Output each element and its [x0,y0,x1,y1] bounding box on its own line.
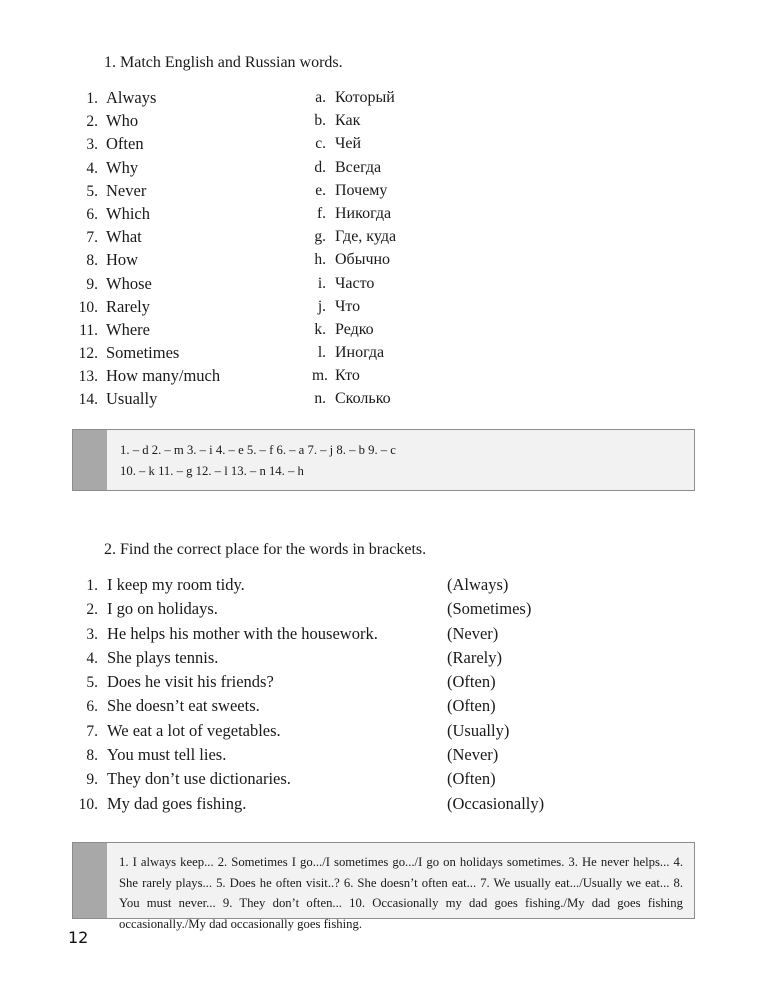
sentence-text: Does he visit his friends? [107,672,274,692]
list-item-marker: 4. [86,649,98,667]
list-item [72,86,322,109]
list-item-label: What [106,227,142,247]
list-item-marker: 5. [86,674,98,692]
english-word-list [72,86,322,411]
sentence-text: They don’t use dictionaries. [107,769,291,789]
list-item-label: Where [106,319,150,339]
list-item [72,670,692,694]
list-item-label: Whose [106,273,152,293]
list-item-label: Редко [335,320,374,338]
sentence-text: I keep my room tidy. [107,575,245,594]
list-item [72,646,692,670]
answer-key-exercise-2 [72,842,695,931]
sentence-text: He helps his mother with the housework. [107,623,378,643]
list-item [312,202,572,225]
bracket-word: (Occasionally) [447,793,545,813]
list-item-label: Rarely [106,296,150,316]
list-item-label: Sometimes [106,343,180,363]
list-item-marker: 8. [86,747,98,765]
exercise-2-heading: 2. Find the correct place for the words in brackets. [104,541,427,558]
list-item [72,387,322,410]
list-item-marker: 4. [86,159,98,177]
list-item-marker: 7. [86,722,98,740]
list-item-marker: e. [315,181,326,199]
list-item-marker: 1. [86,577,98,594]
list-item-marker: a. [315,89,326,106]
list-item-label: Обычно [335,251,391,269]
answer-key-tab [73,843,107,918]
answer-key-tab [73,430,107,490]
list-item-label: Где, куда [335,228,397,246]
russian-word-list [312,86,572,411]
list-item [72,272,322,295]
bracket-word: (Never) [447,623,499,643]
answer-key-line: 10. – k 11. – g 12. – l 13. – n 14. – h [120,464,304,478]
list-item-label: Сколько [335,390,391,408]
sentence-text: You must tell lies. [107,745,227,765]
list-item-marker: 6. [86,698,98,716]
list-item-label: Who [106,111,139,131]
list-item [312,86,572,109]
bracket-word: (Rarely) [447,647,502,667]
list-item-marker: b. [314,112,326,130]
list-item-marker: 8. [86,252,98,270]
list-item-label: Always [106,88,157,107]
list-item-marker: 6. [86,205,98,223]
list-item-marker: 9. [86,275,98,293]
list-item-marker: k. [314,320,326,338]
answer-key-body [107,430,694,490]
list-item [312,156,572,179]
list-item [72,295,322,318]
list-item-label: Который [335,89,395,106]
sentence-text: She plays tennis. [107,647,219,667]
list-item [72,341,322,364]
list-item [312,132,572,155]
list-item [72,179,322,202]
list-item-marker: 2. [86,601,98,619]
list-item [312,225,572,248]
list-item [72,225,322,248]
list-item-marker: 10. [78,795,98,813]
list-item [72,743,692,767]
list-item [72,719,692,743]
list-item-marker: 9. [86,771,98,789]
list-item-label: Как [335,112,361,130]
list-item [312,295,572,318]
list-item-marker: 1. [86,90,98,107]
sentence-text: I go on holidays. [107,599,218,619]
list-item-label: Часто [335,274,375,292]
list-item-label: How many/much [106,366,221,386]
list-item-marker: m. [312,367,328,385]
list-item-marker: l. [317,344,326,362]
bracket-word: (Sometimes) [447,599,532,619]
bracket-word: (Always) [447,575,509,594]
list-item [72,132,322,155]
list-item-label: Why [106,157,139,177]
list-item-marker: c. [315,135,326,153]
bracket-word: (Often) [447,696,496,716]
list-item-label: Чей [335,135,362,153]
list-item [72,767,692,791]
list-item [312,109,572,132]
list-item-marker: d. [314,158,326,176]
list-item-marker: n. [314,390,326,408]
sentence-text: We eat a lot of vegetables. [107,720,281,740]
list-item [72,792,692,816]
list-item-marker: g. [314,228,326,246]
bracket-word: (Often) [447,769,496,789]
list-item [72,202,322,225]
list-item-marker: i. [317,274,326,292]
list-item [72,622,692,646]
list-item-marker: 3. [86,625,98,643]
list-item-marker: h. [314,251,326,269]
list-item [72,156,322,179]
list-item-marker: 10. [78,298,98,316]
page-number: 12 [68,928,89,947]
answer-key-exercise-1 [72,429,695,491]
list-item-label: Which [106,203,150,223]
list-item-label: Иногда [335,344,385,362]
list-item [312,364,572,387]
list-item-marker: 7. [86,229,98,247]
list-item-label: Что [335,297,361,315]
list-item [312,272,572,295]
list-item-label: Всегда [335,158,382,176]
list-item-label: Often [106,134,144,154]
list-item [312,341,572,364]
answer-key-line: 1. – d 2. – m 3. – i 4. – e 5. – f 6. – a 7. – j 8. – b 9. – c [120,443,396,457]
list-item [72,364,322,387]
list-item-marker: 2. [86,113,98,131]
list-item [72,597,692,621]
list-item [312,387,572,410]
list-item-marker: 13. [78,368,98,386]
list-item-label: Почему [335,181,388,199]
list-item [72,573,692,597]
list-item-label: How [106,250,139,270]
list-item-marker: 5. [86,182,98,200]
list-item-marker: 14. [78,391,98,409]
list-item-label: Никогда [335,204,392,222]
sentence-text: She doesn’t eat sweets. [107,696,260,716]
list-item [72,248,322,271]
sentence-exercise [72,573,692,816]
bracket-word: (Often) [447,672,496,692]
list-item-marker: 11. [79,321,98,339]
exercise-1-heading: 1. Match English and Russian words. [104,54,343,71]
list-item [72,318,322,341]
list-item-marker: j. [317,297,326,315]
list-item-marker: 3. [86,136,98,154]
list-item [312,248,572,271]
list-item-label: Usually [106,389,158,409]
list-item-label: Never [106,180,147,200]
list-item-marker: f. [316,204,326,222]
list-item [312,318,572,341]
answer-key-body: 1. I always keep... 2. Sometimes I go.../I sometimes go.../I go on holidays sometimes. 3. He never helps... 4. She rarely plays... 5. Does he often visit..? 6. She doesn’t often eat... 7. We usually eat.../Usually we eat... 8. You must never... 9. They don’t often... 10. Occasionally my dad goes fishing./My dad goes fishing occasionally./My dad occasionally goes fishing. [119,855,683,931]
list-item [72,694,692,718]
list-item [312,179,572,202]
bracket-word: (Usually) [447,720,510,740]
list-item-label: Кто [335,367,360,385]
list-item-marker: 12. [78,345,98,363]
sentence-text: My dad goes fishing. [107,793,247,813]
bracket-word: (Never) [447,745,499,765]
list-item [72,109,322,132]
